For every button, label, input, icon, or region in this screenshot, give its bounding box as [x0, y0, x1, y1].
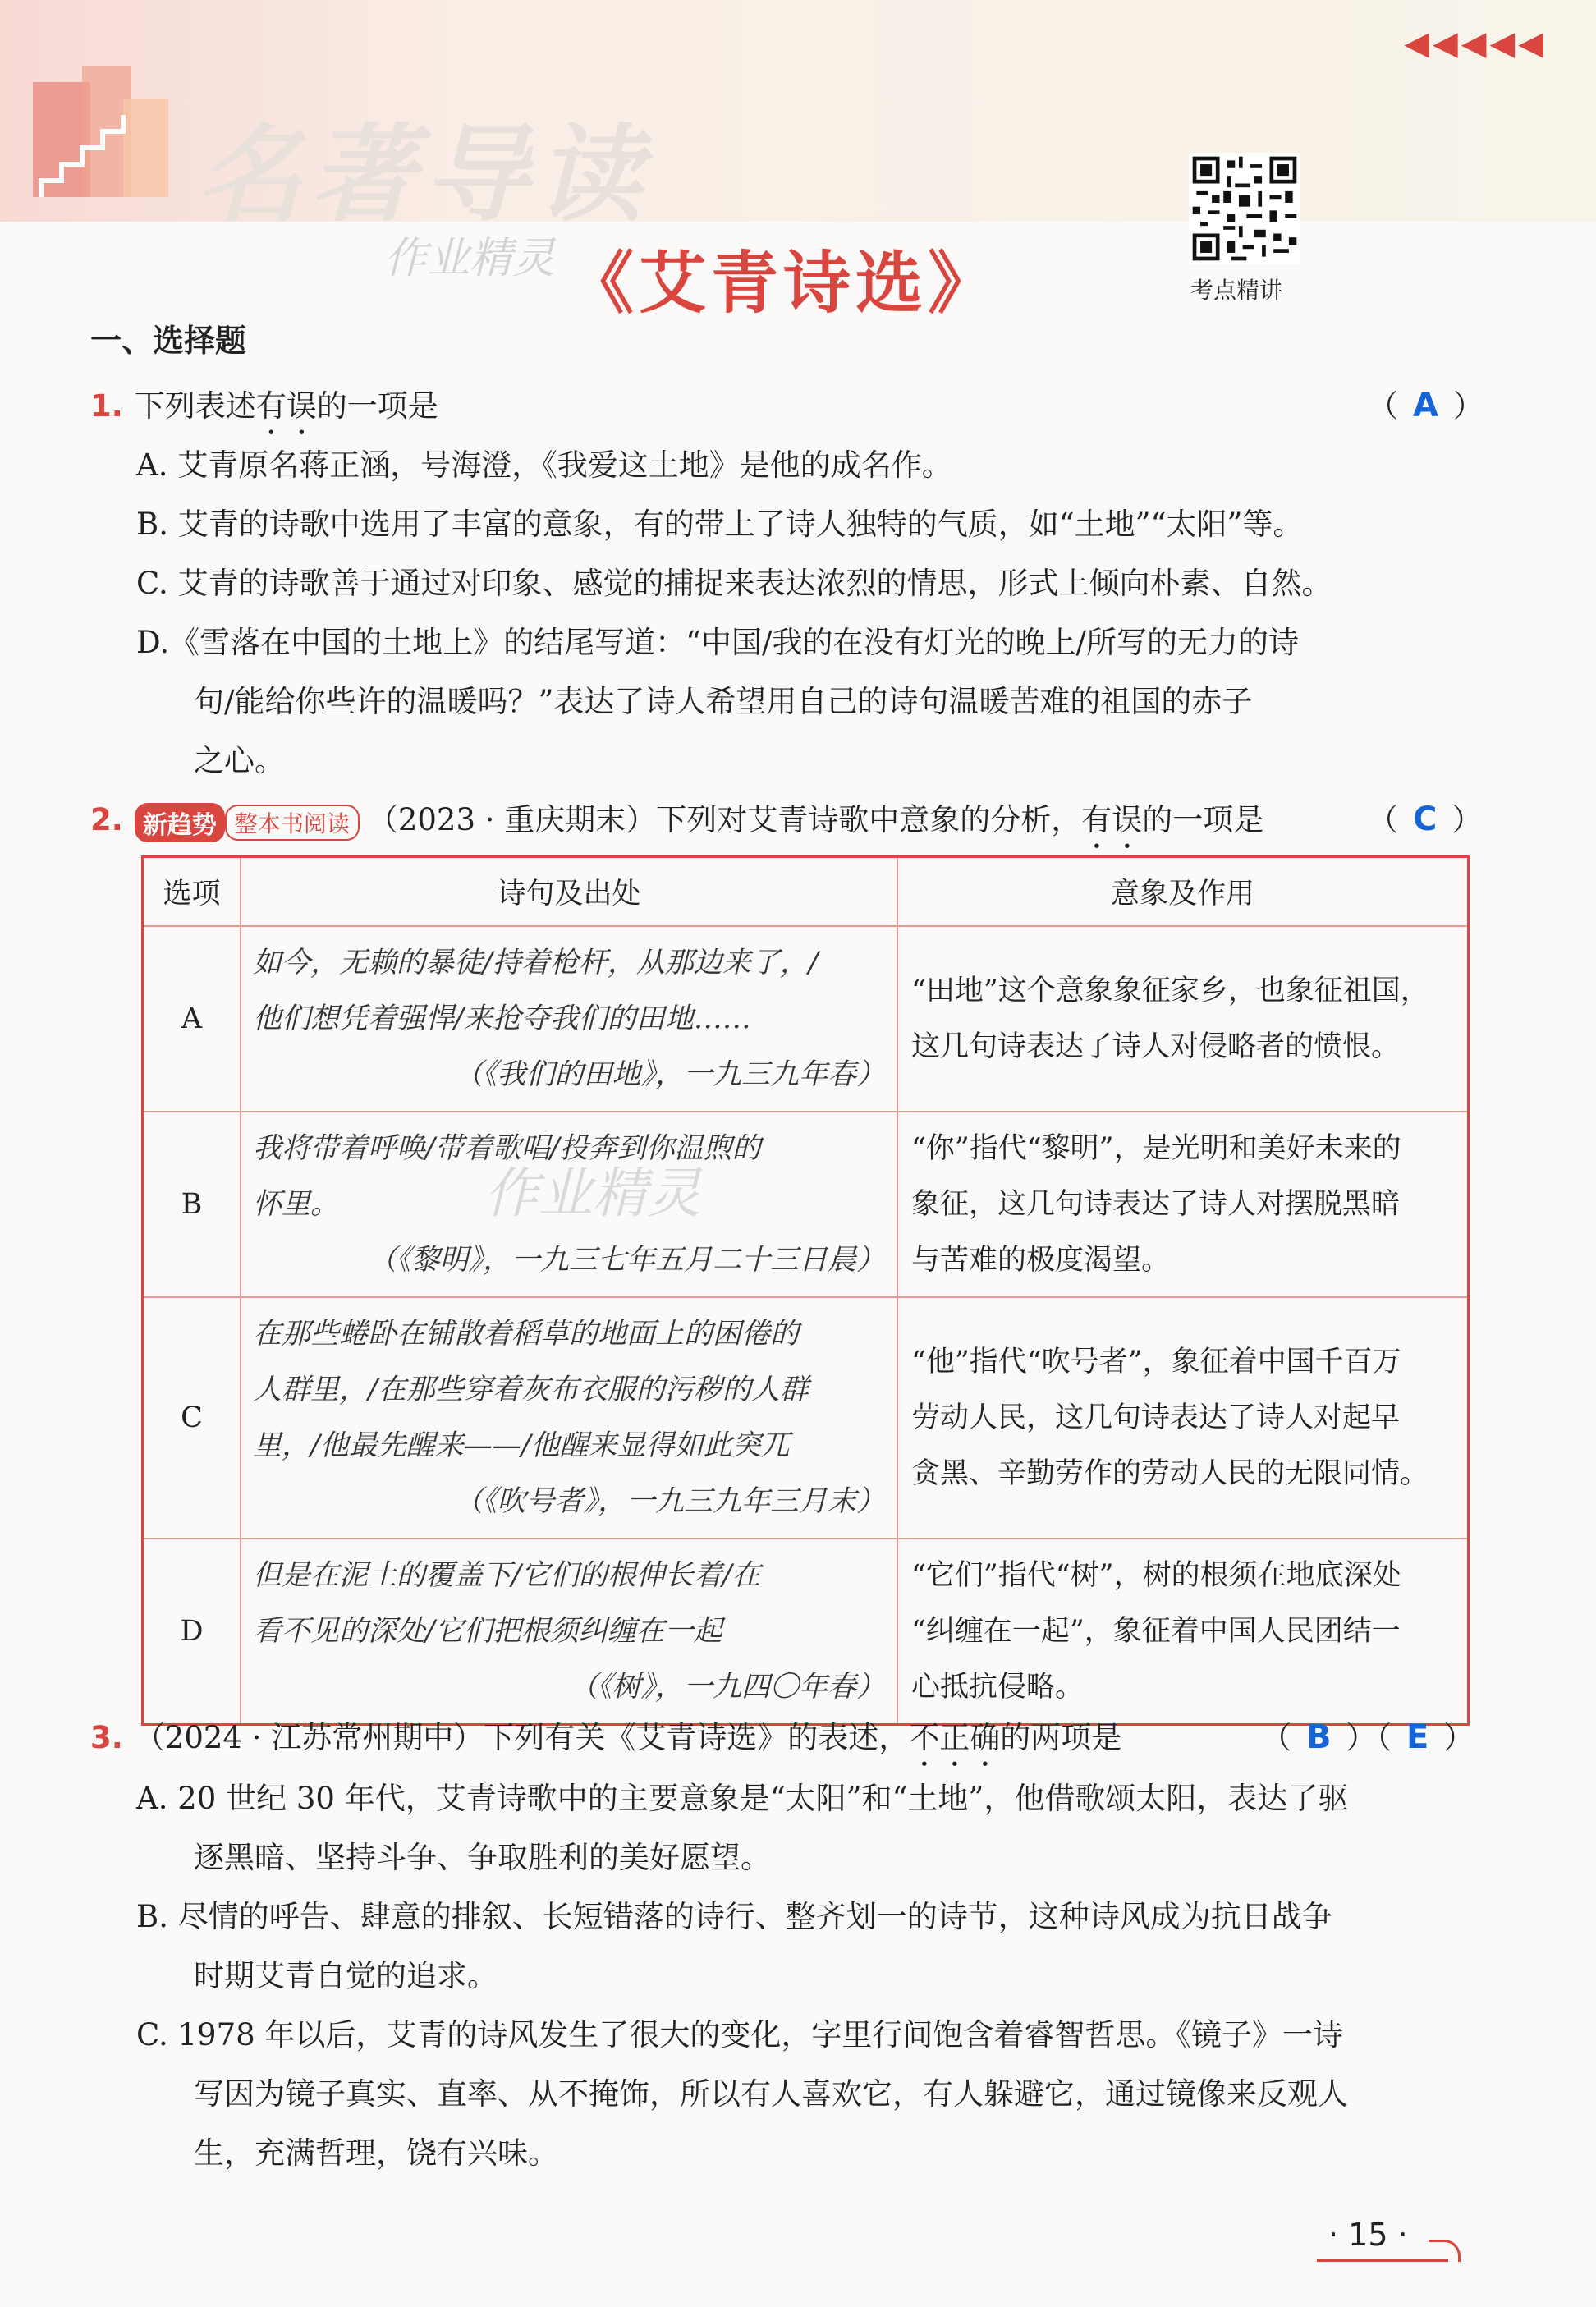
- trend-tag: 新趋势: [135, 803, 225, 842]
- analysis-line: “田地”这个意象象征家乡，也象征祖国，: [911, 975, 1429, 1007]
- poem-line: 看不见的深处/它们把根须纠缠在一起: [253, 1615, 722, 1648]
- analysis-line: 与苦难的极度渴望。: [911, 1244, 1171, 1277]
- analysis-line: 心抵抗侵略。: [911, 1671, 1085, 1704]
- analysis-line: “你”指代“黎明”，是光明和美好未来的: [911, 1132, 1401, 1165]
- reading-tag: 整本书阅读: [225, 805, 360, 841]
- option-line: A. 20 世纪 30 年代，艾青诗歌中的主要意象是“太阳”和“土地”，他借歌颂太阳，表达了驱: [136, 1781, 1349, 1816]
- analysis-line: “它们”指代“树”，树的根须在地底深处: [911, 1559, 1401, 1592]
- question-3-stem: 3. （2024 · 江苏常州期中）下列有关《艾青诗选》的表述，不正确的两项是: [90, 1720, 1122, 1755]
- option-line: A. 艾青原名蒋正涵，号海澄，《我爱这土地》是他的成名作。: [136, 447, 952, 483]
- imagery-table: [141, 855, 1470, 1726]
- poem-source: （《我们的田地》，一九三九年春）: [453, 1058, 885, 1091]
- table-row: [143, 1297, 1469, 1539]
- option-line: 逐黑暗、坚持斗争、争取胜利的美好愿望。: [194, 1840, 771, 1875]
- table-row: [143, 1539, 1469, 1725]
- option-cell: C: [143, 1297, 241, 1539]
- table-header: 选项: [143, 857, 241, 927]
- qr-label: 考点精讲: [1190, 277, 1283, 304]
- option-cell: A: [143, 926, 241, 1112]
- poem-line: 他们想凭着强悍/来抢夺我们的田地……: [253, 1002, 751, 1035]
- question-number: 3.: [90, 1720, 123, 1755]
- analysis-cell: [897, 926, 1469, 1112]
- question-2-stem: 2. 新趋势 整本书阅读 （2023 · 重庆期末）下列对艾青诗歌中意象的分析，有误的一项是: [90, 795, 1264, 855]
- poem-line: 我将带着呼唤/带着歌唱/投奔到你温煦的: [253, 1132, 761, 1165]
- poem-line: 里，/他最先醒来——/他醒来显得如此突兀: [253, 1429, 790, 1462]
- option-line: 写因为镜子真实、直率、从不掩饰，所以有人喜欢它，有人躲避它，通过镜像来反观人: [194, 2076, 1348, 2112]
- question-1-stem: 1. 下列表述有误的一项是: [90, 388, 438, 424]
- option-cell: D: [143, 1539, 241, 1725]
- banner-title: 名著导读: [197, 114, 651, 236]
- watermark: 作业精灵: [384, 234, 556, 283]
- poem-source: （《黎明》，一九三七年五月二十三日晨）: [367, 1244, 885, 1277]
- question-1-answer: （ A ）: [1368, 387, 1484, 424]
- analysis-line: “纠缠在一起”，象征着中国人民团结一: [911, 1615, 1401, 1648]
- option-line: 之心。: [194, 743, 285, 778]
- analysis-line: 象征，这几句诗表达了诗人对摆脱黑暗: [911, 1188, 1401, 1221]
- poem-line: 如今，无赖的暴徒/持着枪杆，从那边来了，/: [253, 947, 819, 979]
- analysis-line: 这几句诗表达了诗人对侵略者的愤恨。: [911, 1030, 1401, 1063]
- option-line: 句/能给你些许的温暖吗？”表达了诗人希望用自己的诗句温暖苦难的祖国的赤子: [194, 684, 1253, 719]
- option-line: 生，充满哲理，饶有兴味。: [194, 2135, 558, 2171]
- qr-code-icon[interactable]: [1189, 153, 1300, 264]
- poem-line: 但是在泥土的覆盖下/它们的根伸长着/在: [253, 1559, 761, 1592]
- analysis-cell: [897, 1297, 1469, 1539]
- analysis-cell: [897, 1539, 1469, 1725]
- question-number: 2.: [90, 802, 123, 837]
- poem-line: 在那些蜷卧在铺散着稻草的地面上的困倦的: [253, 1318, 800, 1351]
- poem-source: （《吹号者》，一九三九年三月末）: [453, 1485, 885, 1518]
- option-line: C. 艾青的诗歌善于通过对印象、感觉的捕捉来表达浓烈的情思，形式上倾向朴素、自然。: [136, 566, 1332, 601]
- book-title: 《艾青诗选》: [566, 245, 1001, 323]
- arrow-decoration-icon: ◀◀◀◀◀: [1404, 25, 1547, 62]
- option-cell: B: [143, 1112, 241, 1297]
- poem-cell: [241, 926, 897, 1112]
- watermark: 作业精灵: [484, 1162, 701, 1225]
- option-line: D.《雪落在中国的土地上》的结尾写道：“中国/我的在没有灯光的晚上/所写的无力的诗: [136, 625, 1299, 660]
- page-number-arc: [1429, 2240, 1461, 2262]
- analysis-cell: [897, 1112, 1469, 1297]
- poem-cell: [241, 1297, 897, 1539]
- analysis-line: “他”指代“吹号者”，象征着中国千百万: [911, 1346, 1401, 1378]
- question-number: 1.: [90, 388, 123, 424]
- poem-line: 怀里。: [253, 1188, 340, 1221]
- option-line: B. 艾青的诗歌中选用了丰富的意象，有的带上了诗人独特的气质，如“土地”“太阳”等。: [136, 507, 1304, 542]
- analysis-line: 劳动人民，这几句诗表达了诗人对起早: [911, 1401, 1401, 1434]
- poem-cell: [241, 1539, 897, 1725]
- table-row: [143, 1112, 1469, 1297]
- option-line: C. 1978 年以后，艾青的诗风发生了很大的变化，字里行间饱含着睿智哲思。《镜子》一诗: [136, 2017, 1343, 2052]
- option-line: 时期艾青自觉的追求。: [194, 1958, 498, 1993]
- section-title: 一、选择题: [90, 323, 247, 359]
- poem-line: 人群里，/在那些穿着灰布衣服的污秽的人群: [253, 1374, 809, 1406]
- table-header: 意象及作用: [897, 857, 1469, 927]
- analysis-line: 贪黑、辛勤劳作的劳动人民的无限同情。: [911, 1457, 1429, 1490]
- option-line: B. 尽情的呼告、肆意的排叙、长短错落的诗行、整齐划一的诗节，这种诗风成为抗日战争: [136, 1899, 1332, 1934]
- books-stairs-illustration: [25, 49, 181, 205]
- page-number: · 15 ·: [1328, 2217, 1408, 2253]
- question-2-answer: （ C ）: [1368, 800, 1483, 838]
- poem-source: （《树》，一九四〇年春）: [568, 1671, 885, 1704]
- question-3-answer: （ B ）（ E ）: [1261, 1718, 1474, 1756]
- table-header: 诗句及出处: [241, 857, 897, 927]
- table-row: [143, 926, 1469, 1112]
